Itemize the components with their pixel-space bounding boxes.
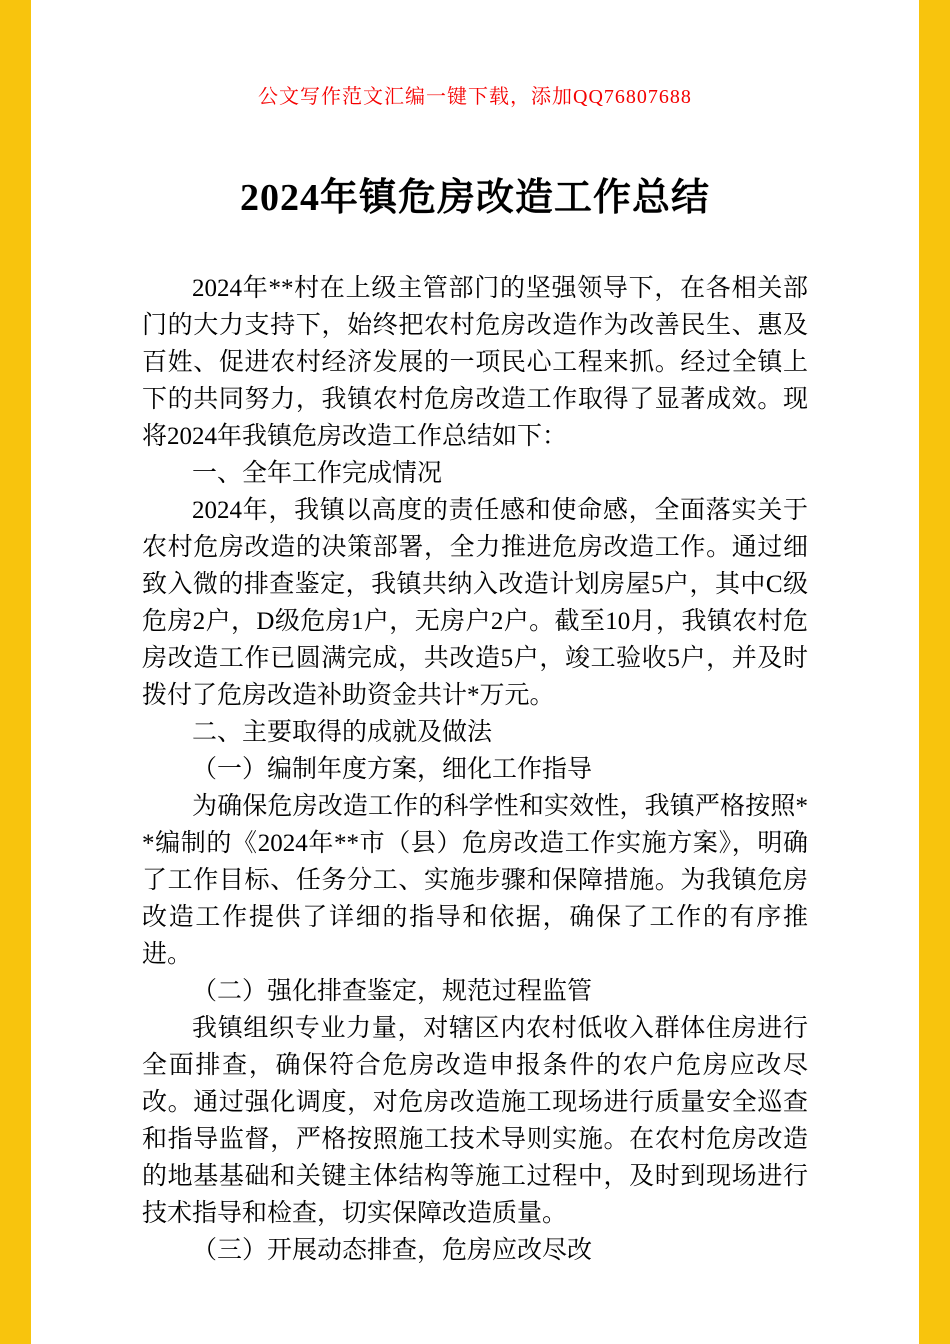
body-paragraph: 我镇组织专业力量，对辖区内农村低收入群体住房进行全面排查，确保符合危房改造申报条件的农户危房应改尽改。通过强化调度，对危房改造施工现场进行质量安全巡查和指导监督，严格按照施工技术导则实施。在农村危房改造的地基基础和关键主体结构等施工过程中，及时到现场进行技术指导和检查，切实保障改造质量。: [142, 1015, 808, 1227]
document-title: 2024年镇危房改造工作总结: [239, 177, 710, 219]
body-paragraph: 2024年，我镇以高度的责任感和使命感，全面落实关于农村危房改造的决策部署，全力推进危房改造工作。通过细致入微的排查鉴定，我镇共纳入改造计划房屋5户，其中C级危房2户，D级危房1户，无房户2户。截至10月，我镇农村危房改造工作已圆满完成，共改造5户，竣工验收5户，并及时拨付了危房改造补助资金共计*万元。: [142, 497, 808, 709]
document-body: [142, 270, 808, 1269]
section-heading: 二、主要取得的成就及做法: [192, 719, 493, 746]
header-ad-notice: 公文写作范文汇编一键下载，添加QQ76807688: [258, 86, 692, 108]
body-paragraph: 为确保危房改造工作的科学性和实效性，我镇严格按照**编制的《2024年**市（县）危房改造工作实施方案》，明确了工作目标、任务分工、实施步骤和保障措施。为我镇危房改造工作提供了详细的指导和依据，确保了工作的有序推进。: [142, 793, 808, 968]
sub-section-heading: （二）强化排查鉴定，规范过程监管: [192, 978, 593, 1005]
sub-section-heading: （一）编制年度方案，细化工作指导: [192, 756, 593, 783]
body-paragraph: 2024年**村在上级主管部门的坚强领导下，在各相关部门的大力支持下，始终把农村危房改造作为改善民生、惠及百姓、促进农村经济发展的一项民心工程来抓。经过全镇上下的共同努力，我镇农村危房改造工作取得了显著成效。现将2024年我镇危房改造工作总结如下：: [142, 275, 808, 450]
section-heading: 一、全年工作完成情况: [192, 460, 443, 487]
sub-section-heading: （三）开展动态排查，危房应改尽改: [192, 1237, 593, 1264]
